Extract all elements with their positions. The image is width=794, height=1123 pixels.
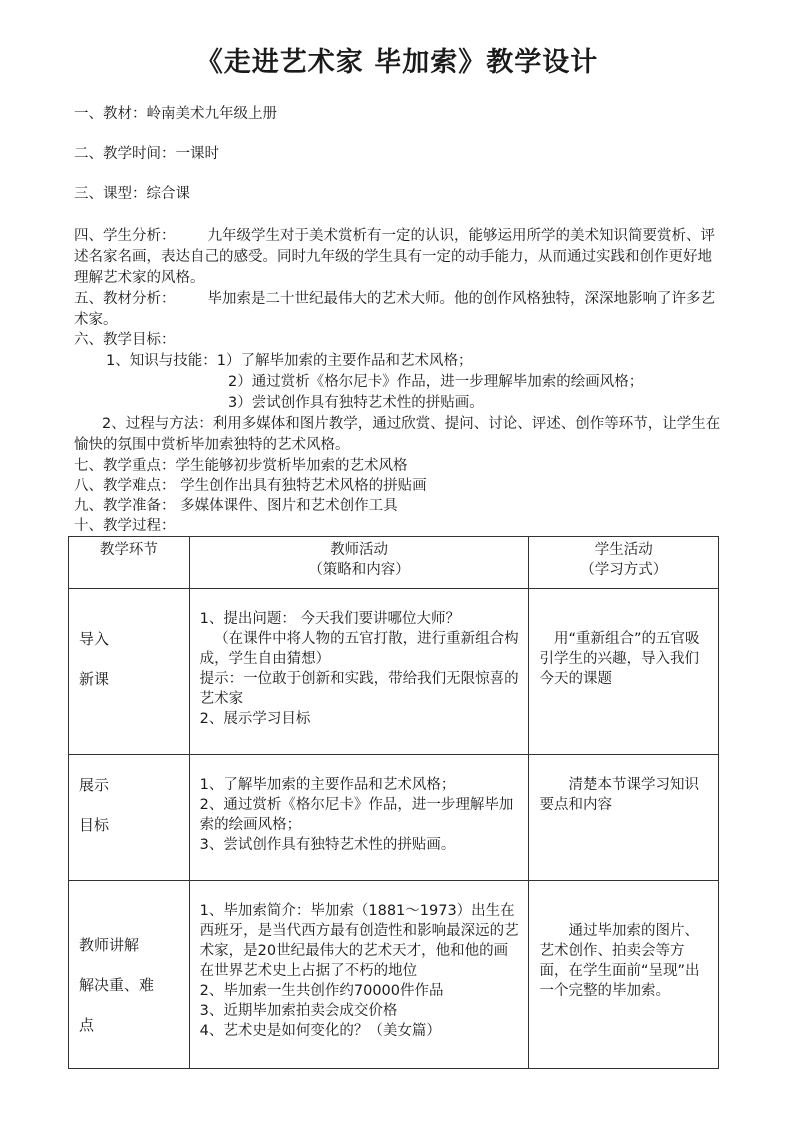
table-header-row [69, 537, 719, 589]
textbook-analysis [74, 289, 724, 331]
student-analysis-text: 九年级学生对于美术赏析有一定的认识，能够运用所学的美术知识简要赏析、评述名家名画，表达自己的感受。同时九年级的学生具有一定的动手能力，从而通过实践和创作更好地理解艺术家的风格。 [74, 228, 715, 286]
stage-cell: 展示 目标 [69, 755, 190, 881]
type-line: 三、课型：综合课 [74, 186, 190, 202]
teaching-focus: 七、教学重点：学生能够初步赏析毕加索的艺术风格 [74, 458, 408, 474]
time-line: 二、教学时间：一课时 [74, 146, 219, 162]
goal-process: 2、过程与方法：利用多媒体和图片教学，通过欣赏、提问、讨论、评述、创作等环节，让学生在愉快的氛围中赏析毕加索独特的艺术风格。 [74, 416, 721, 453]
student-analysis [74, 226, 724, 289]
student-activity-cell: 用“重新组合”的五官吸引学生的兴趣，导入我们今天的课题 [529, 589, 719, 755]
process-heading: 十、教学过程： [74, 518, 176, 534]
teacher-activity-cell: 1、毕加索简介：毕加索（1881～1973）出生在西班牙，是当代西方最有创造性和影响最深远的艺术家，是20世纪最伟大的艺术天才，他和他的画在世界艺术史上占据了不朽的地位 2、毕加索一生共创作约70000件作品 3、近期毕加索拍卖会成交价格 4、艺术史是如何变化的？（美女篇） [189, 881, 529, 1069]
material-line: 一、教材：岭南美术九年级上册 [74, 106, 277, 122]
header-student: 学生活动 （学习方式） [529, 537, 719, 589]
goal-knowledge-3: 3）尝试创作具有独特艺术性的拼贴画。 [228, 395, 484, 411]
goal-knowledge-1: 1、知识与技能：1）了解毕加索的主要作品和艺术风格； [106, 353, 473, 369]
textbook-analysis-text: 毕加索是二十世纪最伟大的艺术大师。他的创作风格独特，深深地影响了许多艺术家。 [74, 291, 715, 328]
student-analysis-label: 四、学生分析： [74, 228, 176, 244]
teaching-difficulty: 八、教学难点： 学生创作出具有独特艺术风格的拼贴画 [74, 478, 427, 494]
student-activity-cell: 清楚本节课学习知识要点和内容 [529, 755, 719, 881]
table-row [69, 881, 719, 1069]
table-row [69, 589, 719, 755]
stage-cell: 导入 新课 [69, 589, 190, 755]
process-table [68, 536, 719, 1069]
goals-heading: 六、教学目标： [74, 332, 176, 348]
student-activity-cell: 通过毕加索的图片、艺术创作、拍卖会等方面，在学生面前“呈现”出一个完整的毕加索。 [529, 881, 719, 1069]
textbook-analysis-label: 五、教材分析： [74, 291, 176, 307]
stage-cell: 教师讲解 解决重、难 点 [69, 881, 190, 1069]
page-title: 《走进艺术家 毕加索》教学设计 [195, 47, 599, 78]
header-stage: 教学环节 [69, 537, 190, 589]
header-teacher: 教师活动 （策略和内容） [189, 537, 529, 589]
teacher-activity-cell: 1、了解毕加索的主要作品和艺术风格； 2、通过赏析《格尔尼卡》作品，进一步理解毕加索的绘画风格； 3、尝试创作具有独特艺术性的拼贴画。 [189, 755, 529, 881]
goal-knowledge-2: 2）通过赏析《格尔尼卡》作品，进一步理解毕加索的绘画风格； [228, 374, 644, 390]
teacher-activity-cell: 1、提出问题： 今天我们要讲哪位大师？ （在课件中将人物的五官打散，进行重新组合构成，学生自由猜想） 提示：一位敢于创新和实践，带给我们无限惊喜的艺术家 2、展示学习目标 [189, 589, 529, 755]
teaching-prep: 九、教学准备： 多媒体课件、图片和艺术创作工具 [74, 498, 398, 514]
table-row [69, 755, 719, 881]
